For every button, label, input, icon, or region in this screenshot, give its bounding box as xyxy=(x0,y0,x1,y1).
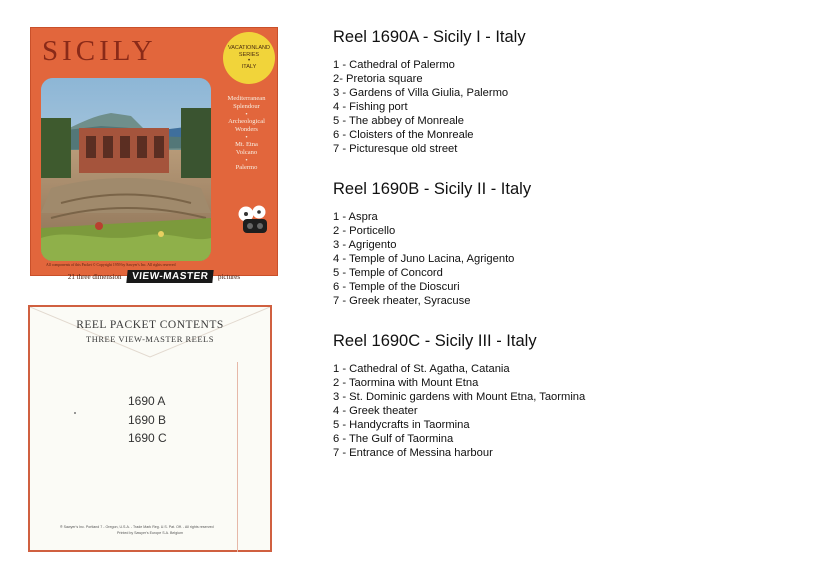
scene-item: 3 - Gardens of Villa Giulia, Palermo xyxy=(333,87,509,99)
reel-title: Reel 1690B - Sicily II - Italy xyxy=(333,180,532,198)
reel-title: Reel 1690C - Sicily III - Italy xyxy=(333,332,537,350)
scene-item: 4 - Greek theater xyxy=(333,405,418,417)
back-envelope xyxy=(28,305,272,552)
view-master-logo: VIEW-MASTER xyxy=(126,270,214,283)
scene-item: 2- Pretoria square xyxy=(333,73,423,85)
back-fine-print: ® Sawyer's Inc. Portland 7 - Oregon, U.S.A. - Trade Mark Reg. U.S. Pat. Off. - All rights reserved xyxy=(60,525,214,529)
side-line: Volcano xyxy=(235,149,258,156)
scene-item: 2 - Porticello xyxy=(333,225,396,237)
scene-item: 1 - Cathedral of St. Agatha, Catania xyxy=(333,363,510,375)
scene-item: 7 - Entrance of Messina harbour xyxy=(333,447,493,459)
taormina-theater-image xyxy=(41,78,211,261)
paper-speck xyxy=(74,412,76,414)
badge-line: VACATIONLAND xyxy=(228,45,270,51)
cover-bottom-line xyxy=(30,270,278,283)
vacationland-badge xyxy=(223,32,275,84)
scene-item: 4 - Temple of Juno Lacina, Agrigento xyxy=(333,253,515,265)
badge-line: ITALY xyxy=(241,64,257,70)
reel-code: 1690 B xyxy=(128,412,167,427)
front-cover xyxy=(30,27,278,282)
viewer-reels-icon xyxy=(237,205,273,235)
side-line: • xyxy=(245,134,248,141)
side-line: Wonders xyxy=(235,126,258,133)
back-heading: REEL PACKET CONTENTS xyxy=(76,319,224,331)
scene-item: 1 - Aspra xyxy=(333,211,378,223)
scene-item: 7 - Picturesque old street xyxy=(333,143,458,155)
side-line: Mediterranean xyxy=(227,95,266,102)
bottom-right-text: pictures xyxy=(217,272,241,281)
reel-code-list xyxy=(128,392,167,448)
reel-code: 1690 C xyxy=(128,431,167,445)
scene-item: 5 - Temple of Concord xyxy=(333,267,443,279)
reel-code: 1690 A xyxy=(128,394,166,408)
scene-list xyxy=(333,362,803,460)
scene-item: 2 - Taormina with Mount Etna xyxy=(333,377,479,389)
back-subheading: THREE VIEW-MASTER REELS xyxy=(86,334,214,344)
scene-item: 6 - Temple of the Dioscuri xyxy=(333,281,460,293)
scene-list xyxy=(333,58,803,156)
cover-side-text xyxy=(217,95,276,172)
scene-item: 6 - Cloisters of the Monreale xyxy=(333,129,474,141)
back-printer-note: Printed by Sawyer's Europe S.A. Belgium xyxy=(116,531,183,535)
reel-section-a xyxy=(333,27,803,156)
badge-line: SERIES xyxy=(238,52,260,58)
scene-item: 5 - Handycrafts in Taormina xyxy=(333,419,470,431)
scene-item: 6 - The Gulf of Taormina xyxy=(333,433,454,445)
cover-title: SICILY xyxy=(42,35,157,67)
scene-item: 7 - Greek rheater, Syracuse xyxy=(333,295,471,307)
side-line: Palermo xyxy=(235,164,258,171)
cover-photo xyxy=(41,78,211,261)
scene-item: 1 - Cathedral of Palermo xyxy=(333,59,455,71)
scene-item: 4 - Fishing port xyxy=(333,101,408,113)
side-line: • xyxy=(245,111,248,118)
scene-item: 3 - St. Dominic gardens with Mount Etna, Taormina xyxy=(333,391,586,403)
side-line: Splendour xyxy=(233,103,260,110)
reel-title: Reel 1690A - Sicily I - Italy xyxy=(333,28,526,46)
badge-line: • xyxy=(247,58,251,64)
scene-item: 5 - The abbey of Monreale xyxy=(333,115,465,127)
side-line: Mt. Etna xyxy=(235,141,258,148)
reel-section-b xyxy=(333,179,803,308)
envelope-edge xyxy=(237,362,238,552)
bottom-left-text: 21 three dimension xyxy=(67,272,122,281)
reel-section-c xyxy=(333,331,803,460)
side-line: Archeological xyxy=(228,118,265,125)
scene-list xyxy=(333,210,803,308)
scene-item: 3 - Agrigento xyxy=(333,239,397,251)
side-line: • xyxy=(245,157,248,164)
cover-copyright: All components of this Packet © Copyright 1959 by Sawyer's Inc. All rights reserved xyxy=(46,263,176,267)
